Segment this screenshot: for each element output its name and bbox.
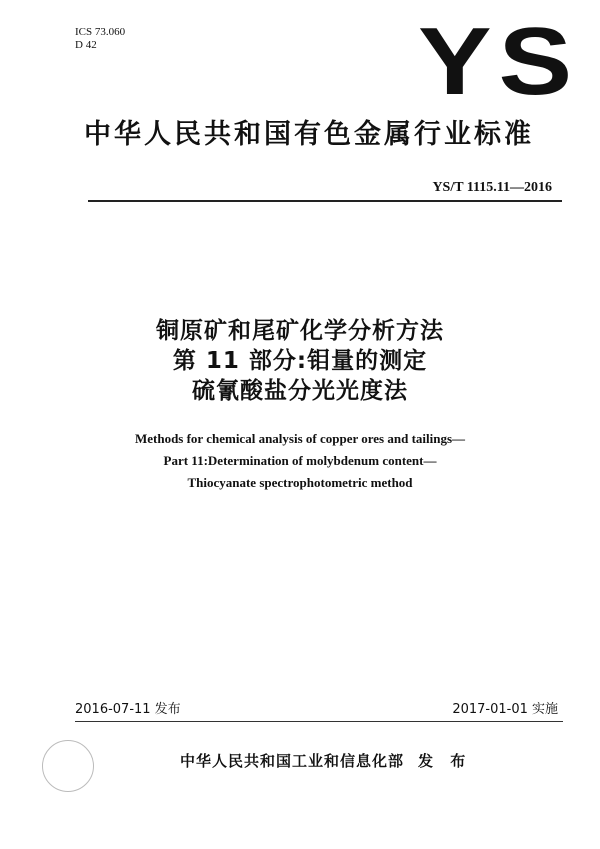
divider xyxy=(75,721,563,722)
publish-label: 发 布 xyxy=(418,752,472,770)
ics-code: ICS 73.060 xyxy=(75,26,126,38)
implementation-date: 2017-01-01 实施 xyxy=(452,702,558,717)
publisher: 中华人民共和国工业和信息化部 xyxy=(180,752,405,770)
standard-code: YS/T 1115.11—2016 xyxy=(432,180,552,195)
issue-date: 2016-07-11 发布 xyxy=(75,702,181,717)
standard-org-title: 中华人民共和国有色金属行业标准 xyxy=(84,119,534,150)
classification-codes xyxy=(75,26,125,52)
title-cn-line: 第 11 部分:钼量的测定 xyxy=(172,348,428,374)
title-en-line: Part 11:Determination of molybdenum content— xyxy=(163,453,437,468)
stamp-seal xyxy=(42,740,94,792)
title-cn-line: 硫氰酸盐分光光度法 xyxy=(192,378,408,404)
title-en-line: Methods for chemical analysis of copper ores and tailings— xyxy=(134,431,466,446)
title-en-line: Thiocyanate spectrophotometric method xyxy=(187,475,413,490)
ccs-code: D 42 xyxy=(75,39,97,51)
title-cn-line: 铜原矿和尾矿化学分析方法 xyxy=(156,318,444,344)
divider xyxy=(88,200,562,202)
ys-logo: YS xyxy=(418,8,580,115)
